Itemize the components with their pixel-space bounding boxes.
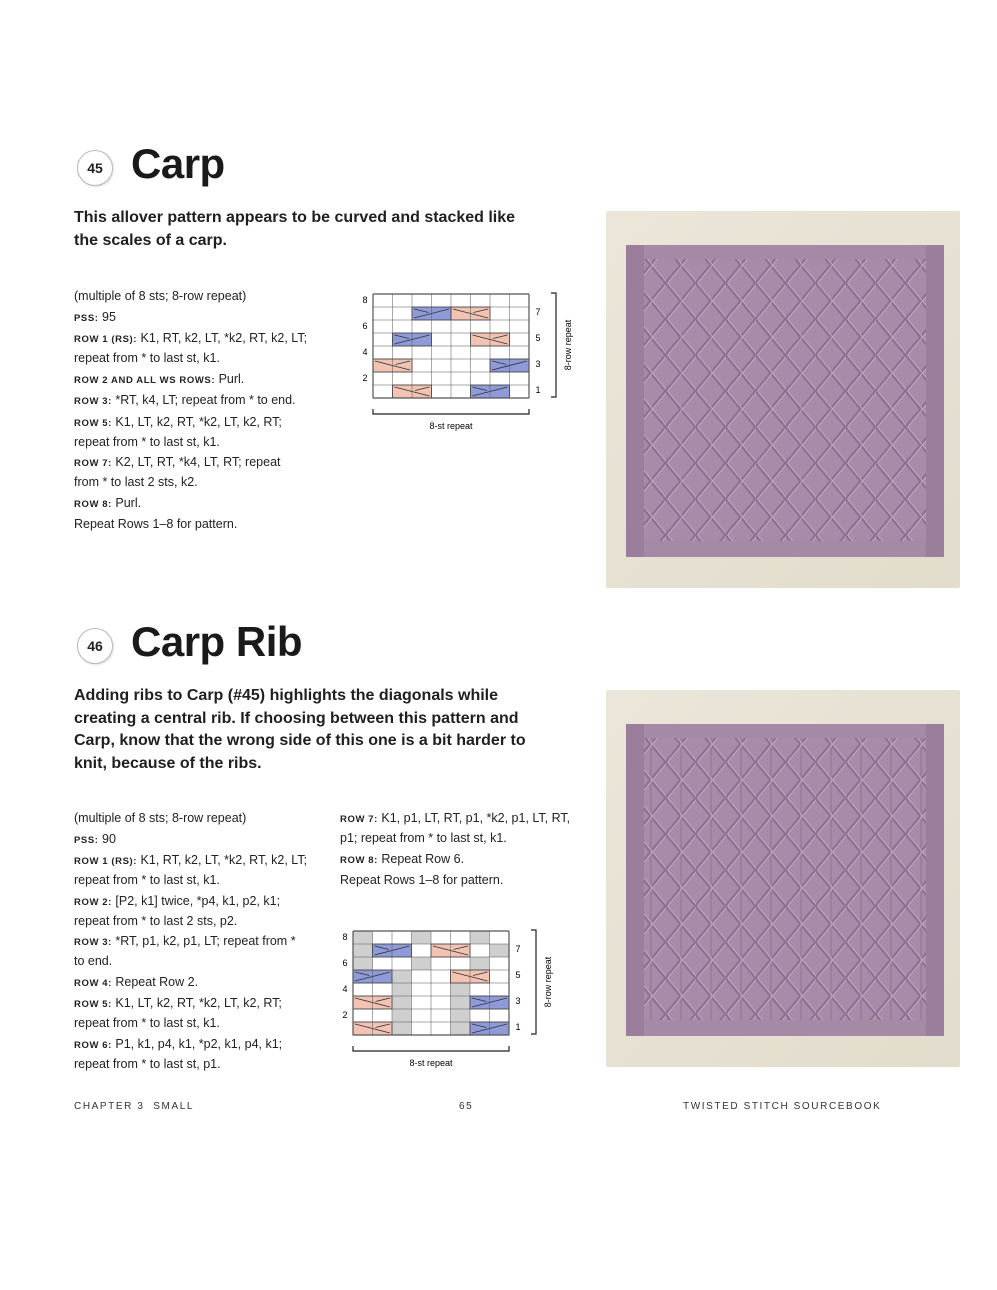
chart-row-number: 4 xyxy=(362,347,368,357)
chart-row-number: 1 xyxy=(535,385,541,395)
stitch-repeat-label: 8-st repeat xyxy=(409,1058,453,1068)
row-instruction: ROW 7: K2, LT, RT, *k4, LT, RT; repeat from * to last 2 sts, k2. xyxy=(74,455,281,489)
row-instruction: ROW 8: Repeat Row 6. xyxy=(340,851,465,866)
stitch-repeat-bracket xyxy=(373,409,529,414)
pss-line: PSS: 90 xyxy=(74,831,116,846)
pattern-instructions-continued xyxy=(340,809,590,892)
chart-row-number: 4 xyxy=(342,984,348,994)
chart-row-number: 8 xyxy=(362,295,368,305)
pattern-number: 46 xyxy=(87,638,103,654)
description-line: Carp, know that the wrong side of this one is a bit harder to xyxy=(74,732,526,749)
purl-cell xyxy=(392,983,412,996)
pattern-description xyxy=(74,207,554,252)
purl-cell xyxy=(392,996,412,1009)
pattern-number: 45 xyxy=(87,160,103,176)
multiple-note: (multiple of 8 sts; 8-row repeat) xyxy=(74,289,247,303)
chart-row-number: 8 xyxy=(342,932,348,942)
stitch-chart xyxy=(335,925,560,1075)
purl-cell xyxy=(392,970,412,983)
pattern-title: Carp xyxy=(131,140,225,187)
chart-row-number: 3 xyxy=(515,996,521,1006)
pattern-title: Carp Rib xyxy=(131,618,303,665)
stitch-chart xyxy=(355,288,580,438)
row-instruction: ROW 1 (RS): K1, RT, k2, LT, *k2, RT, k2, LT; repeat from * to last st, k1. xyxy=(74,331,308,365)
chart-row-number: 3 xyxy=(535,359,541,369)
footer-page-number: 65 xyxy=(459,1101,474,1112)
purl-cell xyxy=(490,944,510,957)
purl-cell xyxy=(412,957,432,970)
chart-row-number: 6 xyxy=(362,321,368,331)
row-instruction: ROW 3: *RT, p1, k2, p1, LT; repeat from * to end. xyxy=(74,934,296,968)
purl-cell xyxy=(353,931,373,944)
row-instruction: ROW 2 AND ALL WS ROWS: Purl. xyxy=(74,371,245,386)
chart-row-number: 6 xyxy=(342,958,348,968)
description-line: This allover pattern appears to be curved and stacked like xyxy=(74,209,516,226)
footer-chapter: CHAPTER 3 SMALL xyxy=(74,1101,195,1112)
chart-row-number: 5 xyxy=(535,333,541,343)
description-line: knit, because of the ribs. xyxy=(74,754,262,772)
pattern-description xyxy=(74,685,574,775)
knitted-swatch-photo xyxy=(606,211,960,588)
description-line: the scales of a carp. xyxy=(74,231,227,249)
row-instruction: ROW 8: Purl. xyxy=(74,495,142,510)
row-instruction: ROW 7: K1, p1, LT, RT, p1, *k2, p1, LT, RT, p1; repeat from * to last st, k1. xyxy=(340,811,571,845)
purl-cell xyxy=(451,1022,471,1035)
purl-cell xyxy=(392,1022,412,1035)
purl-cell xyxy=(470,931,490,944)
chart-grid xyxy=(353,931,509,1035)
repeat-note: Repeat Rows 1–8 for pattern. xyxy=(74,517,238,531)
knitted-swatch-photo xyxy=(606,690,960,1067)
pattern-number-badge xyxy=(77,150,113,186)
row-instruction: ROW 5: K1, LT, k2, RT, *k2, LT, k2, RT; repeat from * to last st, k1. xyxy=(74,996,282,1030)
pattern-instructions xyxy=(74,287,354,536)
chart-row-number: 2 xyxy=(342,1010,348,1020)
description-line: creating a central rib. If choosing between this pattern and xyxy=(74,709,519,727)
row-instruction: ROW 3: *RT, k4, LT; repeat from * to end. xyxy=(74,393,296,407)
row-repeat-bracket xyxy=(531,930,536,1034)
chart-row-number: 2 xyxy=(362,373,368,383)
pattern-instructions xyxy=(74,809,336,1075)
pattern-number-badge xyxy=(77,628,113,664)
row-repeat-bracket xyxy=(551,293,556,397)
purl-cell xyxy=(353,944,373,957)
multiple-note: (multiple of 8 sts; 8-row repeat) xyxy=(74,811,247,825)
row-instruction: ROW 5: K1, LT, k2, RT, *k2, LT, k2, RT; repeat from * to last st, k1. xyxy=(74,414,282,449)
chart-row-number: 5 xyxy=(515,970,521,980)
row-repeat-label: 8-row repeat xyxy=(563,319,573,371)
row-instruction: ROW 6: P1, k1, p4, k1, *p2, k1, p4, k1; repeat from * to last st, p1. xyxy=(74,1036,283,1071)
chart-row-number: 7 xyxy=(535,307,541,317)
purl-cell xyxy=(470,957,490,970)
row-repeat-label: 8-row repeat xyxy=(543,956,553,1008)
purl-cell xyxy=(412,931,432,944)
chart-row-number: 7 xyxy=(515,944,521,954)
row-instruction: ROW 2: [P2, k1] twice, *p4, k1, p2, k1; repeat from * to last 2 sts, p2. xyxy=(74,893,281,928)
row-instruction: ROW 1 (RS): K1, RT, k2, LT, *k2, RT, k2, LT; repeat from * to last st, k1. xyxy=(74,853,308,887)
footer-book-title: TWISTED STITCH SOURCEBOOK xyxy=(683,1101,882,1112)
chart-row-number: 1 xyxy=(515,1022,521,1032)
chart-grid xyxy=(373,294,529,398)
purl-cell xyxy=(353,957,373,970)
purl-cell xyxy=(451,996,471,1009)
repeat-note: Repeat Rows 1–8 for pattern. xyxy=(340,873,504,887)
stitch-repeat-bracket xyxy=(353,1046,509,1051)
purl-cell xyxy=(451,1009,471,1022)
description-line: Adding ribs to Carp (#45) highlights the diagonals while xyxy=(74,687,499,704)
row-instruction: ROW 4: Repeat Row 2. xyxy=(74,974,199,989)
stitch-repeat-label: 8-st repeat xyxy=(429,421,473,431)
purl-cell xyxy=(392,1009,412,1022)
pss-line: PSS: 95 xyxy=(74,309,116,324)
purl-cell xyxy=(451,983,471,996)
